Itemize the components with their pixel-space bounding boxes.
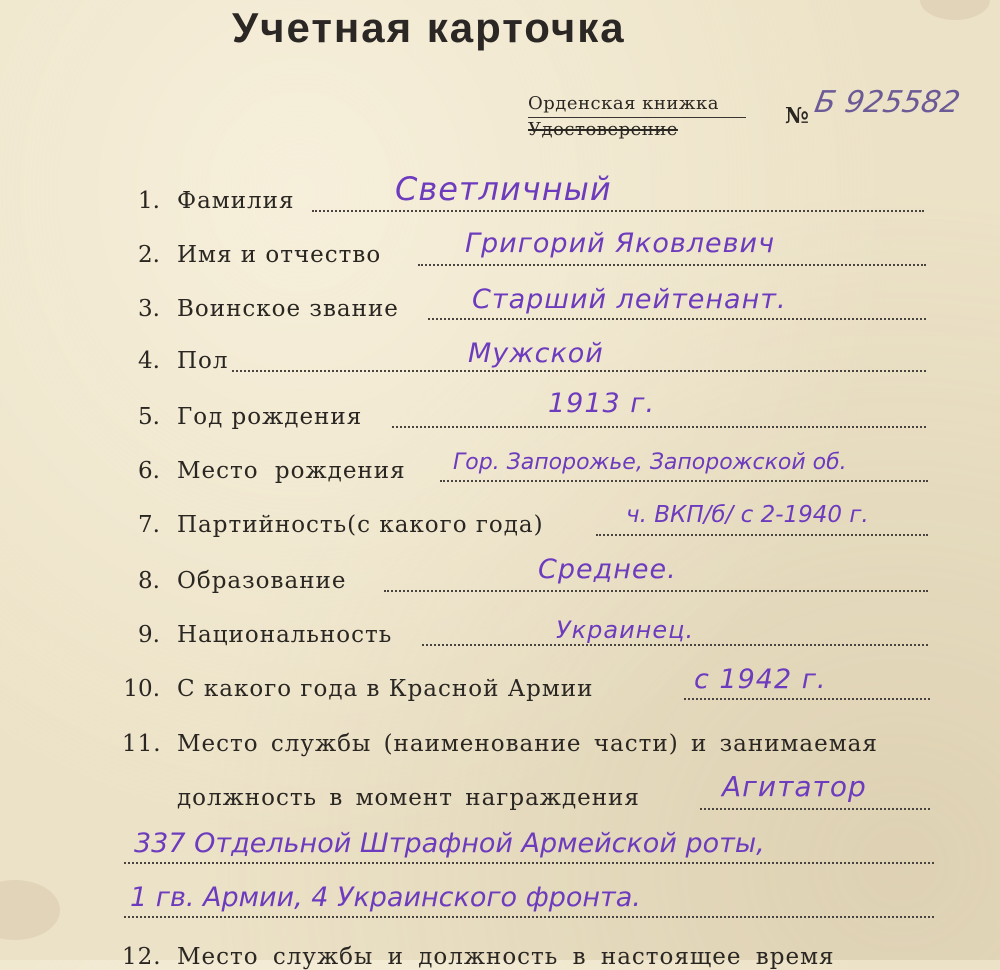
field-education: [0, 554, 1000, 604]
field-number: 2.: [138, 242, 160, 268]
paper-stain: [920, 0, 990, 20]
field-military-rank: [0, 284, 1000, 334]
field-rule: [700, 808, 930, 810]
field-army-since: [0, 664, 1000, 712]
field-label: Место службы и должность в настоящее время: [177, 944, 835, 970]
field-value-handwritten: Среднее.: [538, 554, 677, 585]
field-number: 6.: [138, 458, 160, 484]
field-rule: [422, 644, 928, 646]
field-number: 3.: [138, 296, 160, 322]
field-rule: [596, 534, 928, 536]
field-sex: [0, 338, 1000, 386]
field-rule: [418, 264, 926, 266]
field-value-handwritten: Агитатор: [722, 770, 867, 803]
field-rule: [312, 210, 924, 212]
field-number: 9.: [138, 622, 160, 648]
field-label: Образование: [177, 568, 347, 594]
field-label: Год рождения: [177, 404, 363, 430]
field-nationality: [0, 618, 1000, 658]
field-rule: [232, 370, 926, 372]
field-number: 11.: [122, 731, 162, 757]
field-rule: [124, 916, 934, 918]
field-value-handwritten: ч. ВКП/б/ с 2-1940 г.: [626, 502, 869, 528]
field-number: 7.: [138, 512, 160, 538]
field-rule: [684, 698, 930, 700]
field-value-handwritten: 337 Отдельной Штрафной Армейской роты,: [134, 828, 765, 859]
document-type-options: [528, 92, 748, 142]
field-label: Имя и отчество: [177, 242, 382, 268]
field-label: С какого года в Красной Армии: [177, 676, 594, 702]
field-label: Пол: [177, 348, 229, 374]
paper-stain: [0, 880, 60, 940]
document-type-certificate-struck: Удостоверение: [528, 119, 678, 140]
field-label: Национальность: [177, 622, 393, 648]
field-number: 8.: [138, 568, 160, 594]
field-label: Воинское звание: [177, 296, 399, 322]
field-surname: [0, 170, 1000, 226]
field-value-handwritten: Гор. Запорожье, Запорожской об.: [453, 450, 847, 475]
field-rule: [384, 590, 928, 592]
field-value-handwritten: Григорий Яковлевич: [465, 228, 776, 259]
field-name-patronymic: [0, 228, 1000, 280]
field-number: 10.: [123, 676, 160, 702]
page-title: Учетная карточка: [232, 4, 626, 51]
field-rule: [428, 318, 926, 320]
field-rule: [392, 426, 926, 428]
field-value-handwritten: Украинец.: [556, 616, 695, 644]
field-value-handwritten: с 1942 г.: [694, 664, 827, 695]
field-rule: [124, 862, 934, 864]
field-value-handwritten: 1913 г.: [548, 388, 656, 419]
field-label: Партийность(с какого года): [177, 512, 544, 538]
field-value-handwritten: Старший лейтенант.: [472, 284, 787, 315]
field-number: 5.: [138, 404, 160, 430]
field-number: 12.: [122, 944, 162, 970]
field-label-line1: Место службы (наименование части) и занимаемая: [177, 731, 878, 757]
document-number: Б 925582: [811, 85, 963, 120]
number-label: №: [785, 103, 809, 129]
field-label: Место рождения: [177, 458, 406, 484]
field-birthplace: [0, 450, 1000, 494]
document-type-order-book: Орденская книжка: [528, 92, 746, 118]
field-party-membership: [0, 502, 1000, 548]
field-label-line2: должность в момент награждения: [177, 785, 640, 811]
field-value-handwritten: 1 гв. Армии, 4 Украинского фронта.: [130, 882, 641, 913]
field-birth-year: [0, 388, 1000, 440]
field-value-handwritten: Светличный: [395, 170, 612, 208]
field-number: 4.: [138, 348, 160, 374]
field-number: 1.: [138, 188, 160, 214]
field-rule: [440, 480, 928, 482]
field-label: Фамилия: [177, 188, 295, 214]
field-value-handwritten: Мужской: [468, 338, 604, 369]
